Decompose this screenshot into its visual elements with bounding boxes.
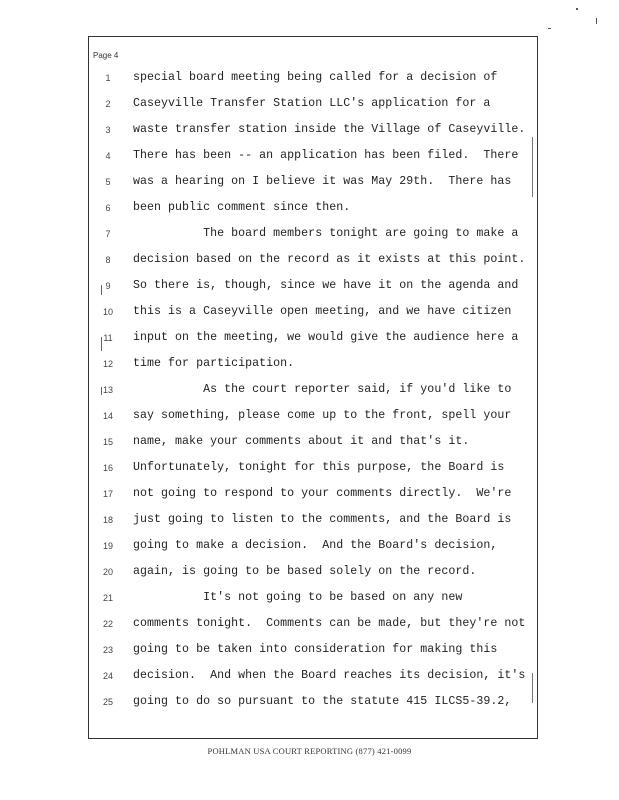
transcript-line: [89, 199, 539, 217]
line-text: So there is, though, since we have it on the agenda and: [133, 279, 519, 292]
line-number: 15: [102, 437, 113, 447]
line-number: 25: [102, 697, 113, 707]
transcript-line: [89, 303, 539, 321]
line-text: As the court reporter said, if you'd like to: [133, 383, 512, 396]
line-number: 11: [103, 333, 113, 343]
line-number: 19: [102, 541, 113, 551]
line-number: 22: [102, 619, 113, 629]
transcript-line: [89, 251, 539, 269]
line-number: 5: [105, 177, 111, 187]
transcript-line: [89, 329, 539, 347]
scan-artifact: [101, 337, 102, 351]
transcript-line: [89, 433, 539, 451]
line-text: again, is going to be based solely on the record.: [133, 565, 477, 578]
line-number: 6: [105, 203, 111, 213]
line-number: 2: [105, 99, 111, 109]
transcript-line: [89, 615, 539, 633]
transcript-line: [89, 69, 539, 87]
transcript-line: [89, 121, 539, 139]
transcript-line: [89, 95, 539, 113]
line-text: There has been -- an application has been filed. There: [133, 149, 519, 162]
line-text: special board meeting being called for a decision of: [133, 71, 498, 84]
footer-reporting-agency: POHLMAN USA COURT REPORTING (877) 421-0099: [207, 746, 412, 756]
line-text: Caseyville Transfer Station LLC's application for a: [133, 97, 491, 110]
line-text: this is a Caseyville open meeting, and we have citizen: [133, 305, 512, 318]
transcript-line: [89, 693, 539, 711]
line-text: going to make a decision. And the Board's decision,: [133, 539, 498, 552]
line-text: been public comment since then.: [133, 201, 351, 214]
line-text: going to do so pursuant to the statute 415 ILCS5-39.2,: [133, 695, 512, 708]
line-number: 8: [105, 255, 111, 265]
line-number: 4: [105, 151, 111, 161]
line-text: name, make your comments about it and that's it.: [133, 435, 470, 448]
line-text: say something, please come up to the front, spell your: [133, 409, 512, 422]
transcript-line: [89, 277, 539, 295]
transcript-line: [89, 537, 539, 555]
scan-speck: [548, 28, 551, 29]
line-number: 7: [105, 229, 111, 239]
line-text: time for participation.: [133, 357, 295, 370]
line-number: 16: [102, 463, 113, 473]
scan-artifact: [101, 285, 102, 295]
line-number: 20: [102, 567, 113, 577]
transcript-line: [89, 459, 539, 477]
transcript-line: [89, 667, 539, 685]
transcript-line: [89, 147, 539, 165]
line-number: 17: [102, 489, 113, 499]
scan-artifact: [532, 137, 533, 197]
line-number: 9: [105, 281, 111, 291]
line-number: 23: [102, 645, 113, 655]
line-text: decision based on the record as it exists at this point.: [133, 253, 526, 266]
line-text: comments tonight. Comments can be made, but they're not: [133, 617, 526, 630]
transcript-line: [89, 355, 539, 373]
line-number: 3: [105, 125, 111, 135]
scan-artifact: [532, 673, 533, 703]
line-text: input on the meeting, we would give the audience here a: [133, 331, 519, 344]
scan-speck: [576, 8, 578, 10]
line-text: was a hearing on I believe it was May 29th. There has: [133, 175, 512, 188]
line-number: 13: [102, 385, 113, 395]
transcript-line: [89, 589, 539, 607]
line-text: waste transfer station inside the Village of Caseyville.: [133, 123, 526, 136]
transcript-line: [89, 485, 539, 503]
line-text: decision. And when the Board reaches its decision, it's: [133, 669, 526, 682]
line-text: just going to listen to the comments, and the Board is: [133, 513, 512, 526]
transcript-line: [89, 563, 539, 581]
transcript-line: [89, 225, 539, 243]
line-text: going to be taken into consideration for making this: [133, 643, 498, 656]
scan-speck: [596, 18, 597, 24]
transcript-line: [89, 641, 539, 659]
transcript-line: [89, 407, 539, 425]
transcript-line: [89, 511, 539, 529]
line-number: 1: [105, 73, 111, 83]
line-number: 24: [102, 671, 113, 681]
scan-artifact: [101, 387, 102, 395]
line-text: The board members tonight are going to make a: [133, 227, 519, 240]
page-label: Page 4: [93, 51, 119, 60]
line-text: Unfortunately, tonight for this purpose, the Board is: [133, 461, 505, 474]
line-number: 21: [102, 593, 113, 603]
line-text: not going to respond to your comments directly. We're: [133, 487, 512, 500]
transcript-line: [89, 173, 539, 191]
line-number: 12: [102, 359, 113, 369]
transcript-line: [89, 381, 539, 399]
line-text: It's not going to be based on any new: [133, 591, 463, 604]
line-number: 18: [102, 515, 113, 525]
transcript-page: [88, 36, 538, 739]
line-number: 14: [102, 411, 113, 421]
line-number: 10: [102, 307, 113, 317]
